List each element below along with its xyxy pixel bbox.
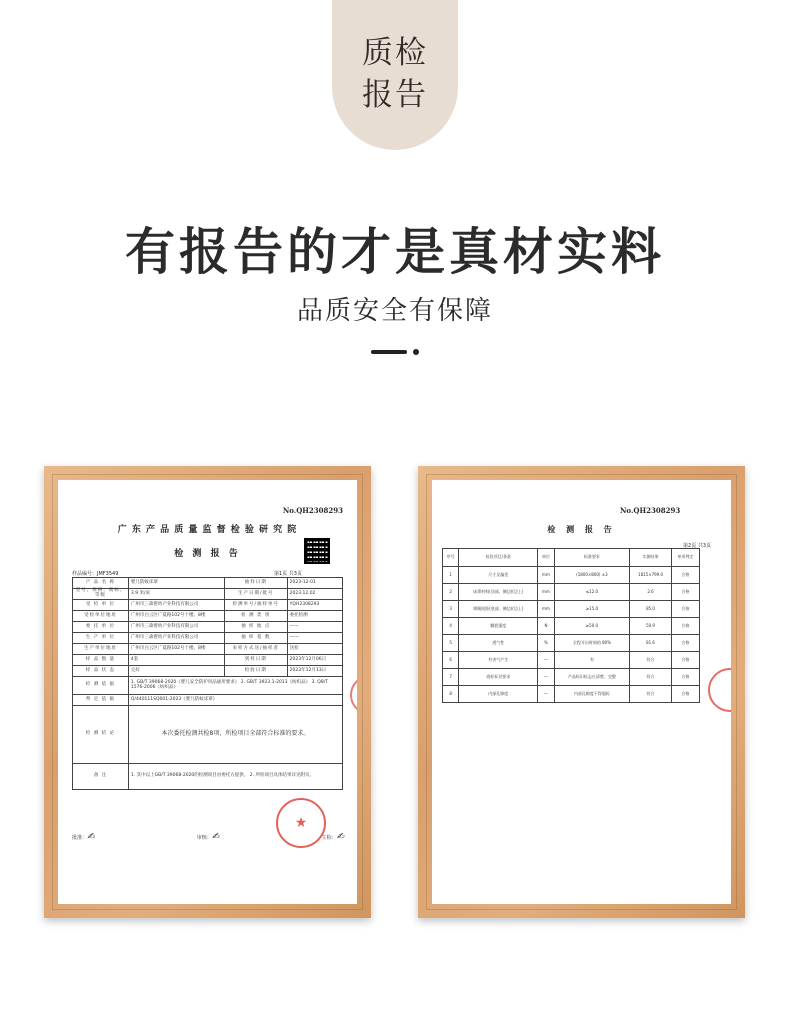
field-value: 2023-12-01 [287,578,342,589]
table-row [443,618,700,635]
field-value: 广州市三森婴幼产业科技有限公司 [128,600,224,611]
table-cell: 合格 [671,601,699,618]
table-cell: 符合 [630,669,672,686]
column-header: 单项判定 [671,549,699,567]
column-header: 检验项目/条款 [459,549,538,567]
table-cell: N [538,618,554,635]
table-cell: (1800×800) ±3 [554,567,630,584]
table-cell: 有 [554,652,630,669]
sample-number: 样品编号：JMF3549 [72,571,119,577]
table-row [443,567,700,584]
review-signature: 审核：✍︎ [196,832,220,842]
field-label: 生产日期/批号 [224,589,287,600]
badge-line-1: 质检 [362,35,428,71]
table-cell: 7 [443,669,459,686]
field-label: 到样日期 [224,655,287,666]
field-label: 产 品 名 称 [73,578,129,589]
field-label: 委 托 单 位 [73,622,129,633]
official-stamp-icon: ★ [276,798,326,848]
field-value: 2023年12月13日 [287,666,342,677]
field-value: 送检 [287,644,342,655]
column-header: 实测结果 [630,549,672,567]
left-report-frame [44,466,371,918]
table-cell: 85.0 [630,601,672,618]
field-value: 委托检测 [287,611,342,622]
field-label: 抽 样 地 点 [224,622,287,633]
right-report-frame [418,466,745,918]
decorative-dot [413,349,419,355]
seam-stamp-icon [350,675,357,715]
table-cell: 合格 [671,669,699,686]
field-label: 样 品 状 态 [73,666,129,677]
report-info-table [72,577,343,790]
table-cell: 床罩材料(顶部、侧边)(边上) [459,584,538,601]
field-value: 婴儿防蚊床罩 [128,578,224,589]
field-label: 受 检 单 位 [73,600,129,611]
table-cell: 内部孔隙度不得超标 [554,686,630,703]
table-cell: — [538,669,554,686]
left-report-paper [58,480,357,904]
column-header: 序号 [443,549,459,567]
table-cell: 8 [443,686,459,703]
field-value: 2023.12.02 [287,589,342,600]
field-value: 4套 [128,655,224,666]
table-cell: mm [538,567,554,584]
right-report-paper [432,480,731,904]
table-cell: 2.6 [630,584,672,601]
field-label: 生产单位地址 [73,644,129,655]
column-header: 标准要求 [554,549,630,567]
subheadline: 品质安全有保障 [296,296,493,326]
field-label: 型号、规格、商标、等级 [73,589,129,600]
table-cell: 3 [443,601,459,618]
qr-code-icon [304,538,330,564]
field-label: 检测单号/抽样单号 [224,600,287,611]
page-number: 第1页 共3页 [274,571,302,577]
table-cell: mm [538,601,554,618]
field-label: 抽 样 基 数 [224,633,287,644]
table-row [443,686,700,703]
table-cell: — [538,686,554,703]
table-row [73,666,343,677]
table-row [443,669,700,686]
table-cell: 合格 [671,652,699,669]
table-cell: 绑绳间距(底部、侧边)(边上) [459,601,538,618]
table-cell: — [538,652,554,669]
table-row [443,601,700,618]
field-value: 广州市三森婴幼产业科技有限公司 [128,622,224,633]
field-label: 生 产 单 位 [73,633,129,644]
table-cell: 有害气产生 [459,652,538,669]
table-cell: ≥50.0 [554,618,630,635]
field-label: 检验日期 [224,666,287,677]
seam-stamp-icon [708,668,731,712]
item-label: 判 定 依 据 [73,695,129,706]
report-number: No.QH2308293 [620,506,681,515]
table-row [73,644,343,655]
table-cell: 4 [443,618,459,635]
table-cell: ≤12.0 [554,584,630,601]
table-cell: mm [538,584,554,601]
table-cell: 符合 [630,686,672,703]
table-row [73,578,343,589]
table-cell: 81.6 [630,635,672,652]
report-title: 检 测 报 告 [174,549,241,559]
conclusion-label: 检 测 结 论 [73,706,129,764]
table-cell: 尺寸及偏差 [459,567,538,584]
approve-signature: 批准：✍︎ [72,832,95,842]
remark-label: 备 注 [73,764,129,790]
field-value: 广州市三森婴幼产业科技有限公司 [128,633,224,644]
table-cell: 合格 [671,635,699,652]
page-number: 第2页 共3页 [683,543,711,549]
field-label: 样 品 数 量 [73,655,129,666]
field-label: 检 测 类 别 [224,611,287,622]
basis-label: 检 测 依 据 [73,677,129,695]
table-cell: 合格 [671,567,699,584]
table-cell: 内部孔隙度 [459,686,538,703]
field-value: 广州市白云区广夏路102号十楼、8楼 [128,611,224,622]
table-cell: 50.9 [630,618,672,635]
badge-line-2: 报告 [362,77,428,113]
table-cell: 2 [443,584,459,601]
field-value: YQH2308293 [287,600,342,611]
table-cell: 全程开启时间的 80% [554,635,630,652]
field-value: —— [287,622,342,633]
quality-report-badge [332,0,458,150]
table-row [73,655,343,666]
table-cell: 1 [443,567,459,584]
table-cell: 6 [443,652,459,669]
column-header: 单位 [538,549,554,567]
field-value: 3.9 米/床 [128,589,224,600]
field-label: 来样方式送/抽样者 [224,644,287,655]
table-cell: 撕裂强度 [459,618,538,635]
table-cell: 合格 [671,618,699,635]
table-row [443,652,700,669]
table-row [73,622,343,633]
field-value: 2023年12月06日 [287,655,342,666]
item-value: Q/440111SQ001-2023《婴儿防蚊床罩》 [128,695,342,706]
table-cell: 5 [443,635,459,652]
results-table [442,548,700,703]
table-cell: ≥15.0 [554,601,630,618]
field-value: —— [287,633,342,644]
table-row [443,635,700,652]
headline: 有报告的才是真材实料 [125,223,665,281]
field-label: 抽样日期 [224,578,287,589]
field-value: 广州市白云区广夏路102号十楼、8楼 [128,644,224,655]
conclusion-text: 本次委托检测共检8项，所检项目全部符合标准的要求。 [128,706,342,764]
table-row [73,589,343,600]
table-row [73,600,343,611]
table-cell: 1815×799.0 [630,567,672,584]
table-cell: 符合 [630,652,672,669]
table-cell: % [538,635,554,652]
table-cell: 合格 [671,584,699,601]
table-cell: 透气性 [459,635,538,652]
field-value: 完好 [128,666,224,677]
report-number: No.QH2308293 [282,506,343,515]
remark-text: 1. 其中以上GB/T 39068-2020的检测项目由委托方提供。 2. 所检项目具体结果详见附页。 [128,764,342,790]
institute-name: 广 东 产 品 质 量 监 督 检 验 研 究 院 [117,525,298,535]
field-label: 受检单位地址 [73,611,129,622]
table-cell: 合格 [671,686,699,703]
table-cell: 商标标识要求 [459,669,538,686]
table-row [73,611,343,622]
decorative-dash [371,350,407,354]
table-row [73,633,343,644]
main-signature: 主检：✍︎ [321,832,344,842]
report-title: 检 测 报 告 [547,525,616,534]
basis-value: 1. GB/T 39068-2020《婴儿安全防护用品通用要求》 2. GB/T 3923.1-2013《纺织品》 3. QB/T 1576-2006《纺织品》 [128,677,342,695]
table-row [443,584,700,601]
table-cell: 产品标识标志应清楚、完整 [554,669,630,686]
